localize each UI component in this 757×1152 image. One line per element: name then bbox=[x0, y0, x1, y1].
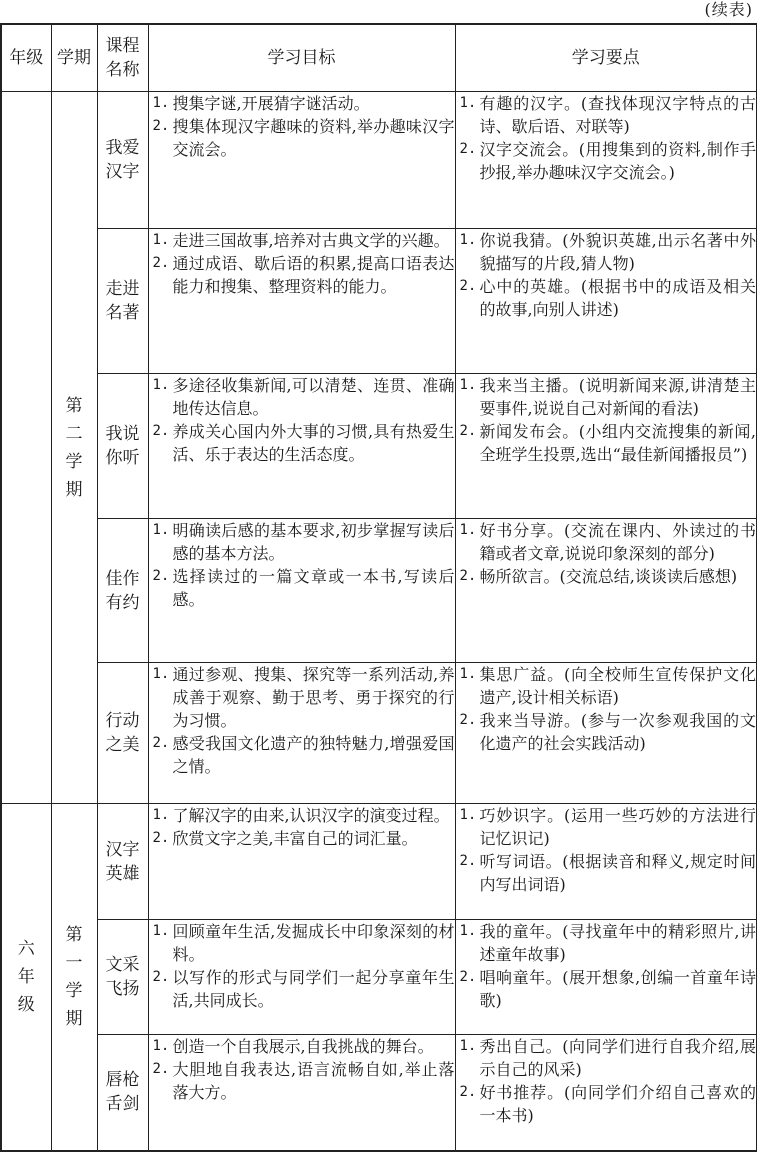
points-cell bbox=[455, 804, 757, 920]
grade-cell bbox=[1, 92, 51, 804]
goal-list bbox=[149, 920, 455, 1012]
points-cell bbox=[455, 1035, 757, 1151]
point-item: 2. 好书推荐。(向同学们介绍自己喜欢的一本书) bbox=[459, 1083, 756, 1125]
point-item: 1. 秀出自己。(向同学们进行自我介绍,展示自己的风采) bbox=[459, 1037, 756, 1079]
point-list bbox=[456, 374, 757, 466]
table-row bbox=[1, 229, 757, 374]
goal-list bbox=[149, 229, 455, 298]
point-item: 1. 我来当主播。(说明新闻来源,讲清楚主要事件,说说自己对新闻的看法) bbox=[459, 376, 756, 418]
goal-item: 2. 养成关心国内外大事的习惯,具有热爱生活、乐于表达的生活态度。 bbox=[152, 422, 455, 464]
point-item: 2. 我来当导游。(参与一次参观我国的文化遗产的社会实践活动) bbox=[459, 711, 756, 753]
goal-item: 1. 搜集字谜,开展猜字谜活动。 bbox=[152, 94, 370, 113]
point-item: 1. 巧妙识字。(运用一些巧妙的方法进行记忆识记) bbox=[459, 806, 756, 848]
header-points: 学习要点 bbox=[455, 24, 757, 92]
point-list bbox=[456, 519, 757, 588]
term-cell: 第二学期 bbox=[51, 92, 97, 804]
goals-cell bbox=[148, 374, 455, 519]
goal-item: 1. 了解汉字的由来,认识汉字的演变过程。 bbox=[152, 806, 450, 825]
table-row bbox=[1, 804, 757, 920]
points-cell bbox=[455, 374, 757, 519]
goal-item: 2. 通过成语、歇后语的积累,提高口语表达能力和搜集、整理资料的能力。 bbox=[152, 254, 455, 296]
table-row bbox=[1, 920, 757, 1035]
point-item: 2. 汉字交流会。(用搜集到的资料,制作手抄报,举办趣味汉字交流会。) bbox=[459, 140, 756, 182]
point-item: 2. 新闻发布会。(小组内交流搜集的新闻,全班学生投票,选出“最佳新闻播报员”) bbox=[459, 422, 756, 464]
point-item: 1. 你说我猜。(外貌识英雄,出示名著中外貌描写的片段,猜人物) bbox=[459, 231, 756, 273]
goal-item: 1. 创造一个自我展示,自我挑战的舞台。 bbox=[152, 1037, 434, 1056]
goal-list bbox=[149, 1035, 455, 1104]
goal-item: 1. 明确读后感的基本要求,初步掌握写读后感的基本方法。 bbox=[152, 521, 455, 563]
point-item: 2. 畅所欲言。(交流总结,谈谈读后感想) bbox=[459, 567, 738, 586]
goals-cell bbox=[148, 1035, 455, 1151]
grade-cell: 六年级 bbox=[1, 804, 51, 1151]
point-item: 2. 听写词语。(根据读音和释义,规定时间内写出词语) bbox=[459, 852, 756, 894]
point-list bbox=[456, 920, 757, 1012]
goal-item: 1. 通过参观、搜集、探究等一系列活动,养成善于观察、勤于思考、勇于探究的行为习惯。 bbox=[152, 665, 455, 730]
points-cell bbox=[455, 229, 757, 374]
course-name-cell: 我爱汉字 bbox=[97, 92, 148, 229]
table-row bbox=[1, 519, 757, 663]
goal-list bbox=[149, 374, 455, 466]
header-term: 学期 bbox=[51, 24, 97, 92]
table-row bbox=[1, 374, 757, 519]
course-name-cell: 行动之美 bbox=[97, 663, 148, 804]
point-item: 2. 唱响童年。(展开想象,创编一首童年诗歌) bbox=[459, 968, 756, 1010]
point-list bbox=[456, 663, 757, 755]
goal-item: 2. 大胆地自我表达,语言流畅自如,举止落落大方。 bbox=[152, 1060, 455, 1102]
point-list bbox=[456, 1035, 757, 1127]
course-name-cell: 佳作有约 bbox=[97, 519, 148, 663]
table-row bbox=[1, 663, 757, 804]
table-body bbox=[1, 92, 757, 1151]
point-item: 1. 有趣的汉字。(查找体现汉字特点的古诗、歇后语、对联等) bbox=[459, 94, 756, 136]
point-item: 2. 心中的英雄。(根据书中的成语及相关的故事,向别人讲述) bbox=[459, 277, 756, 319]
points-cell bbox=[455, 920, 757, 1035]
header-goals: 学习目标 bbox=[148, 24, 455, 92]
points-cell bbox=[455, 92, 757, 229]
point-list bbox=[456, 804, 757, 896]
course-name-cell: 我说你听 bbox=[97, 374, 148, 519]
point-item: 1. 好书分享。(交流在课内、外读过的书籍或者文章,说说印象深刻的部分) bbox=[459, 521, 756, 563]
term-cell: 第一学期 bbox=[51, 804, 97, 1151]
goal-item: 2. 搜集体现汉字趣味的资料,举办趣味汉字交流会。 bbox=[152, 117, 455, 159]
header-course: 课程名称 bbox=[97, 24, 148, 92]
course-name-cell: 唇枪舌剑 bbox=[97, 1035, 148, 1151]
goal-list bbox=[149, 804, 455, 850]
point-list bbox=[456, 92, 757, 184]
point-item: 1. 我的童年。(寻找童年中的精彩照片,讲述童年故事) bbox=[459, 922, 756, 964]
course-name-cell: 走进名著 bbox=[97, 229, 148, 374]
goal-item: 1. 回顾童年生活,发掘成长中印象深刻的材料。 bbox=[152, 922, 455, 964]
goal-list bbox=[149, 663, 455, 778]
goals-cell bbox=[148, 92, 455, 229]
points-cell bbox=[455, 519, 757, 663]
table-row bbox=[1, 92, 757, 229]
goal-list bbox=[149, 519, 455, 611]
header-grade: 年级 bbox=[1, 24, 51, 92]
goal-item: 1. 多途径收集新闻,可以清楚、连贯、准确地传达信息。 bbox=[152, 376, 455, 418]
header-row bbox=[1, 24, 757, 92]
course-name-cell: 汉字英雄 bbox=[97, 804, 148, 920]
goals-cell bbox=[148, 920, 455, 1035]
course-name-cell: 文采飞扬 bbox=[97, 920, 148, 1035]
goal-item: 2. 以写作的形式与同学们一起分享童年生活,共同成长。 bbox=[152, 968, 455, 1010]
goal-item: 1. 走进三国故事,培养对古典文学的兴趣。 bbox=[152, 231, 450, 250]
curriculum-table bbox=[0, 23, 757, 1152]
goal-item: 2. 欣赏文字之美,丰富自己的词汇量。 bbox=[152, 829, 418, 848]
goal-item: 2. 选择读过的一篇文章或一本书,写读后感。 bbox=[152, 567, 455, 609]
goals-cell bbox=[148, 663, 455, 804]
goals-cell bbox=[148, 519, 455, 663]
goals-cell bbox=[148, 804, 455, 920]
table-row bbox=[1, 1035, 757, 1151]
goal-list bbox=[149, 92, 455, 161]
point-item: 1. 集思广益。(向全校师生宣传保护文化遗产,设计相关标语) bbox=[459, 665, 756, 707]
goals-cell bbox=[148, 229, 455, 374]
points-cell bbox=[455, 663, 757, 804]
continuation-note: (续表) bbox=[704, 0, 753, 19]
point-list bbox=[456, 229, 757, 321]
goal-item: 2. 感受我国文化遗产的独特魅力,增强爱国之情。 bbox=[152, 734, 455, 776]
